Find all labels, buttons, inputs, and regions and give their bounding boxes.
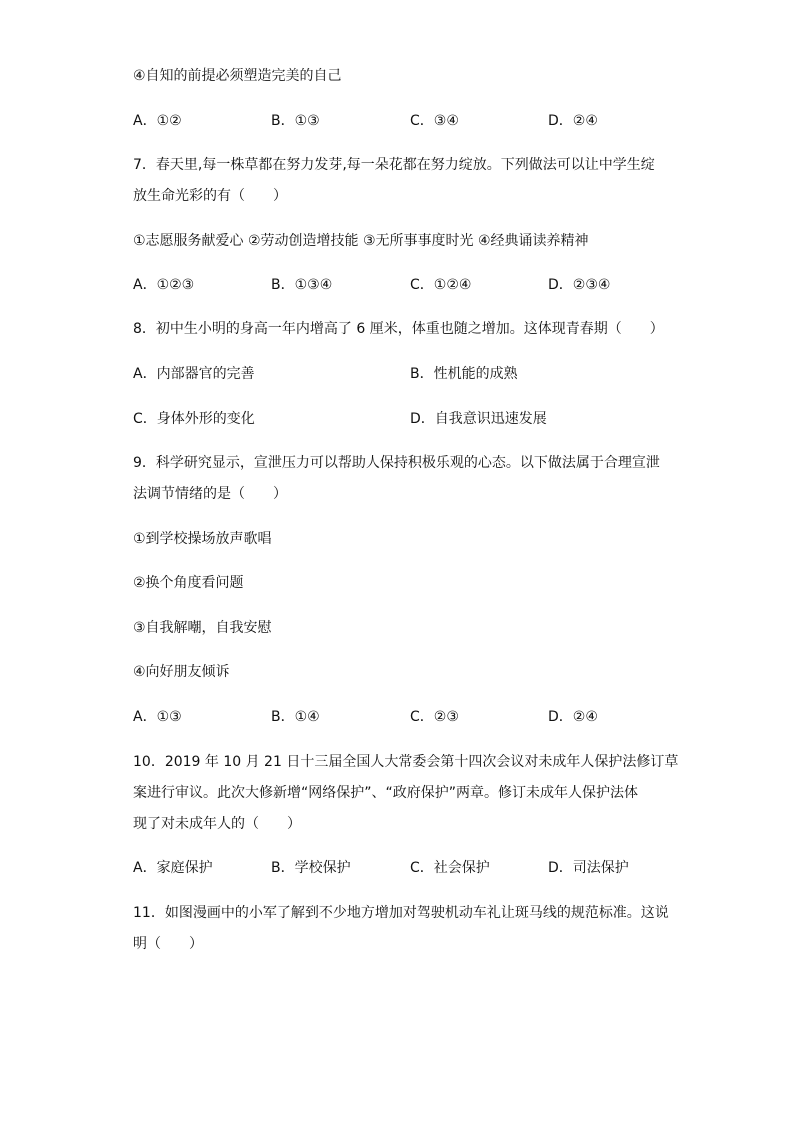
question-7-option-b: B．①③④ <box>271 277 333 293</box>
question-9-stem-line-2: 法调节情绪的是（ ） <box>133 486 287 502</box>
question-9-option-a: A．①③ <box>133 709 182 725</box>
question-9-option-c: C．②③ <box>410 709 459 725</box>
question-9-item-1: ①到学校操场放声歌唱 <box>133 531 272 547</box>
question-11-stem-line-1: 11．如图漫画中的小军了解到不少地方增加对驾驶机动车礼让斑马线的规范标准。这说 <box>133 905 669 921</box>
question-9-item-3: ③自我解嘲，自我安慰 <box>133 620 272 636</box>
question-10-option-d: D．司法保护 <box>548 860 629 876</box>
question-6-item-4: ④自知的前提必须塑造完美的自己 <box>133 68 342 84</box>
question-8-stem: 8．初中生小明的身高一年内增高了 6 厘米，体重也随之增加。这体现青春期（ ） <box>133 321 664 337</box>
question-10-option-b: B．学校保护 <box>271 860 351 876</box>
question-10-option-c: C．社会保护 <box>410 860 490 876</box>
question-7-stem-line-1: 7．春天里,每一株草都在努力发芽,每一朵花都在努力绽放。下列做法可以让中学生绽 <box>133 157 655 173</box>
question-7-option-c: C．①②④ <box>410 277 472 293</box>
question-6-option-b: B．①③ <box>271 113 320 129</box>
question-10-stem-line-1: 10．2019 年 10 月 21 日十三届全国人大常委会第十四次会议对未成年人保护法修订草 <box>133 754 679 770</box>
question-9-item-4: ④向好朋友倾诉 <box>133 664 230 680</box>
question-7-option-d: D．②③④ <box>548 277 611 293</box>
question-9-option-d: D．②④ <box>548 709 598 725</box>
question-9-item-2: ②换个角度看问题 <box>133 575 244 591</box>
question-6-option-d: D．②④ <box>548 113 598 129</box>
question-10-stem-line-2: 案进行审议。此次大修新增“网络保护”、“政府保护”两章。修订未成年人保护法体 <box>133 785 639 801</box>
question-8-option-b: B．性机能的成熟 <box>410 366 518 382</box>
question-7-option-a: A．①②③ <box>133 277 195 293</box>
question-6-option-a: A．①② <box>133 113 182 129</box>
question-9-stem-line-1: 9．科学研究显示，宣泄压力可以帮助人保持积极乐观的心态。以下做法属于合理宣泄 <box>133 455 660 471</box>
question-6-option-c: C．③④ <box>410 113 459 129</box>
question-8-option-c: C．身体外形的变化 <box>133 411 255 427</box>
question-7-stem-line-2: 放生命光彩的有（ ） <box>133 188 287 204</box>
question-8-option-d: D．自我意识迅速发展 <box>410 411 547 427</box>
question-11-stem-line-2: 明（ ） <box>133 936 203 952</box>
question-7-items: ①志愿服务献爱心 ②劳动创造增技能 ③无所事事度时光 ④经典诵读养精神 <box>133 233 589 249</box>
question-10-option-a: A．家庭保护 <box>133 860 213 876</box>
question-10-stem-line-3: 现了对未成年人的（ ） <box>133 816 301 832</box>
question-9-option-b: B．①④ <box>271 709 320 725</box>
question-8-option-a: A．内部器官的完善 <box>133 366 255 382</box>
